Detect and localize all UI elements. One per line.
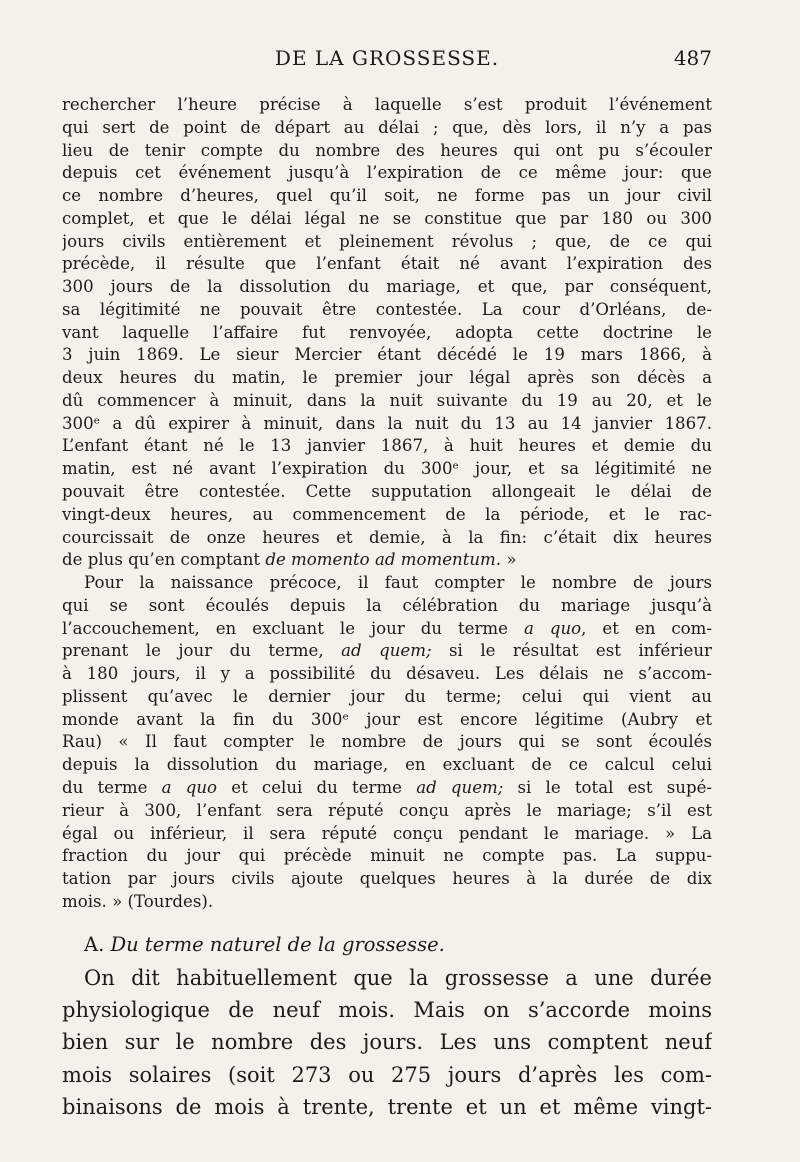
text-line: jours civils entièrement et pleinement révolus ; que, de ce qui xyxy=(62,231,712,251)
text-line: binaisons de mois à trente, trente et un et même vingt- xyxy=(62,1095,712,1120)
text-span: et celui du terme xyxy=(217,777,417,797)
text-line xyxy=(62,549,712,572)
text-line: qui se sont écoulés depuis la célébration du mariage jusqu’à xyxy=(62,595,712,615)
text-line: mois. » (Tourdes). xyxy=(62,891,214,911)
text-line: rechercher l’heure précise à laquelle s’est produit l’événement xyxy=(62,95,712,114)
text-span: , et en com- xyxy=(581,618,712,638)
text-line: depuis cet événement jusqu’à l’expiration de ce même jour: que xyxy=(62,163,712,183)
text-line: précède, il résulte que l’enfant était né avant l’expiration des xyxy=(62,254,712,274)
text-line: fraction du jour qui précède minuit ne compte pas. La suppu- xyxy=(62,846,712,866)
text-line: deux heures du matin, le premier jour légal après son décès a xyxy=(62,368,712,388)
latin-phrase: a quo xyxy=(161,777,218,797)
paragraph-3 xyxy=(62,962,712,1124)
page-number: 487 xyxy=(673,46,712,70)
text-line: depuis la dissolution du mariage, en excluant de ce calcul celui xyxy=(62,755,712,775)
text-line: pouvait être contestée. Cette supputation allongeait le délai de xyxy=(62,482,712,502)
text-span: du terme xyxy=(62,777,162,797)
text-line: ce nombre d’heures, quel qu’il soit, ne forme pas un jour civil xyxy=(62,186,712,206)
latin-phrase: ad quem; xyxy=(341,641,432,661)
body-text xyxy=(62,94,712,1124)
text-span: de plus qu’en comptant xyxy=(62,550,266,570)
latin-phrase: de momento ad momentum. xyxy=(265,550,502,570)
text-line: Pour la naissance précoce, il faut compter le nombre de jours xyxy=(84,573,712,593)
text-line xyxy=(62,618,712,641)
text-line: tation par jours civils ajoute quelques heures à la durée de dix xyxy=(62,869,712,889)
text-line: Rau) « Il faut compter le nombre de jours qui se sont écoulés xyxy=(62,732,712,752)
text-line: sa légitimité ne pouvait être contestée. La cour d’Orléans, de- xyxy=(62,299,712,319)
text-span: si le total est supé- xyxy=(503,777,712,797)
text-line: dû commencer à minuit, dans la nuit suivante du 19 au 20, et le xyxy=(62,390,712,410)
text-line: physiologique de neuf mois. Mais on s’accorde moins xyxy=(62,997,712,1022)
text-line xyxy=(62,640,712,663)
text-line: à 180 jours, il y a possibilité du désaveu. Les délais ne s’accom- xyxy=(62,664,712,684)
paragraph-2 xyxy=(62,572,712,913)
text-line xyxy=(62,777,712,800)
text-span: si le résultat est inférieur xyxy=(431,641,712,661)
text-line: qui sert de point de départ au délai ; que, dès lors, il n’y a pas xyxy=(62,117,712,137)
text-line: monde avant la fin du 300ᵉ jour est encore légitime (Aubry et xyxy=(62,709,712,729)
section-heading xyxy=(62,928,712,962)
text-line: rieur à 300, l’enfant sera réputé conçu après le mariage; s’il est xyxy=(62,800,712,820)
section-title: Du terme naturel de la grossesse. xyxy=(110,932,445,956)
latin-phrase: ad quem; xyxy=(416,777,504,797)
text-line: lieu de tenir compte du nombre des heures qui ont pu s’écouler xyxy=(62,140,712,160)
text-line: mois solaires (soit 273 ou 275 jours d’après les com- xyxy=(62,1062,712,1087)
text-line: complet, et que le délai légal ne se constitue que par 180 ou 300 xyxy=(62,208,712,228)
text-line: vingt-deux heures, au commencement de la période, et le rac- xyxy=(62,504,712,524)
running-head xyxy=(62,46,712,76)
text-span: prenant le jour du terme, xyxy=(62,641,342,661)
text-line: L’enfant étant né le 13 janvier 1867, à huit heures et demie du xyxy=(62,436,712,456)
text-line: courcissait de onze heures et demie, à la fin: c’était dix heures xyxy=(62,527,712,547)
text-line: 3 juin 1869. Le sieur Mercier étant décédé le 19 mars 1866, à xyxy=(62,345,712,365)
paragraph-1 xyxy=(62,94,712,572)
text-span: » xyxy=(501,550,517,570)
text-line: 300 jours de la dissolution du mariage, et que, par conséquent, xyxy=(62,277,712,297)
latin-phrase: a quo xyxy=(523,618,582,638)
section-letter: A. xyxy=(84,932,111,956)
text-line: vant laquelle l’affaire fut renvoyée, adopta cette doctrine le xyxy=(62,322,712,342)
text-line: matin, est né avant l’expiration du 300ᵉ jour, et sa légitimité ne xyxy=(62,459,712,479)
text-span: l’accouchement, en excluant le jour du terme xyxy=(62,618,524,638)
text-line: plissent qu’avec le dernier jour du terme; celui qui vient au xyxy=(62,686,712,706)
text-line: On dit habituellement que la grossesse a une durée xyxy=(84,965,712,990)
text-line: bien sur le nombre des jours. Les uns comptent neuf xyxy=(62,1030,712,1055)
running-title: DE LA GROSSESSE. xyxy=(274,46,500,70)
text-line: 300ᵉ a dû expirer à minuit, dans la nuit du 13 au 14 janvier 1867. xyxy=(62,413,712,433)
text-line: égal ou inférieur, il sera réputé conçu pendant le mariage. » La xyxy=(62,823,712,843)
